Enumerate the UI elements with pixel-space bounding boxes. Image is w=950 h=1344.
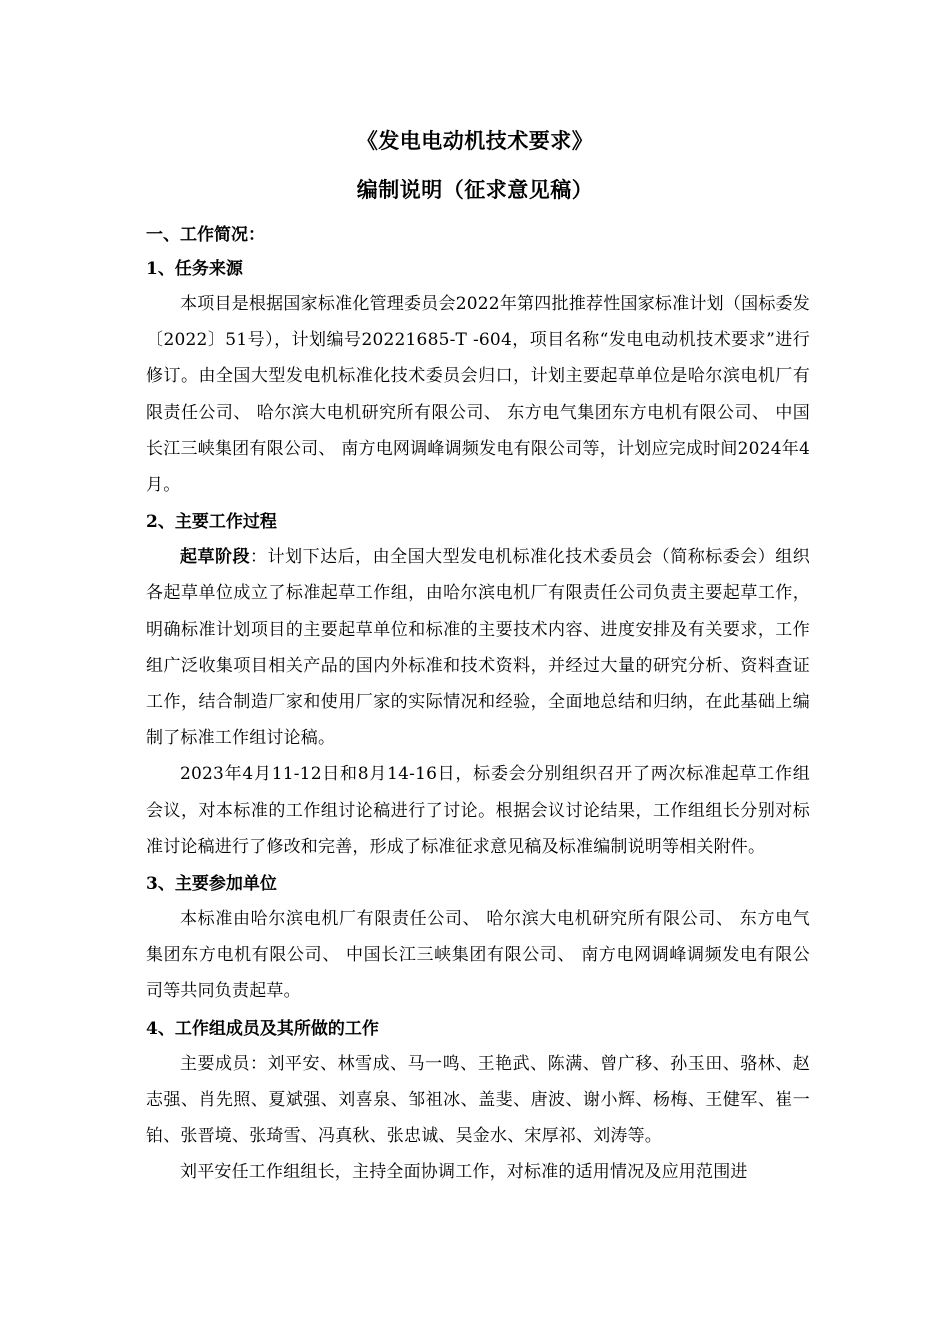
paragraph-drafting-stage (146, 539, 810, 756)
paragraph-members-list: 主要成员：刘平安、林雪成、马一鸣、王艳武、陈满、曾广移、孙玉田、骆林、赵志强、肖先照、夏斌强、刘喜泉、邹祖冰、盖斐、唐波、谢小辉、杨梅、王健军、崔一铂、张晋境、张琦雪、冯真秋、张忠诚、吴金水、宋厚祁、刘涛等。 (146, 1053, 810, 1147)
document-subtitle: 编制说明（征求意见稿） (356, 177, 594, 202)
paragraph-members-roles: 刘平安任工作组组长，主持全面协调工作，对标准的适用情况及应用范围进 (180, 1162, 748, 1183)
subsection-heading-members: 4、工作组成员及其所做的工作 (146, 1018, 379, 1039)
subsection-heading-work-process: 2、主要工作过程 (146, 512, 277, 533)
paragraph-participants: 本标准由哈尔滨电机厂有限责任公司、 哈尔滨大电机研究所有限公司、 东方电气集团东方电机有限公司、 中国长江三峡集团有限公司、 南方电网调峰调频发电有限公司等共同负责起草。 (146, 909, 810, 1002)
subsection-heading-task-source: 1、任务来源 (146, 259, 243, 279)
subsection-heading-participants: 3、主要参加单位 (146, 874, 277, 895)
paragraph-meetings: 2023年4月11-12日和8月14-16日，标委会分别组织召开了两次标准起草工作组会议，对本标准的工作组讨论稿进行了讨论。根据会议讨论结果，工作组组长分别对标准讨论稿进行了修改和完善，形成了标准征求意见稿及标准编制说明等相关附件。 (146, 764, 810, 857)
paragraph-task-source: 本项目是根据国家标准化管理委员会2022年第四批推荐性国家标准计划（国标委发〔2022〕51号），计划编号20221685-T -604，项目名称“发电电动机技术要求”进行修订。由全国大型发电机标准化技术委员会归口，计划主要起草单位是哈尔滨电机厂有限责任公司、 哈尔滨大电机研究所有限公司、 东方电气集团东方电机有限公司、 中国长江三峡集团有限公司、 南方电网调峰调频发电有限公司等，计划应完成时间2024年4月。 (146, 294, 810, 496)
document-body (146, 218, 810, 1190)
section-heading-1: 一、工作简况： (146, 225, 265, 245)
drafting-stage-text: ：计划下达后，由全国大型发电机标准化技术委员会（简称标委会）组织各起草单位成立了标准起草工作组，由哈尔滨电机厂有限责任公司负责主要起草工作，明确标准计划项目的主要起草单位和标准的主要技术内容、进度安排及有关要求，工作组广泛收集项目相关产品的国内外标准和技术资料，并经过大量的研究分析、资料查证工作，结合制造厂家和使用厂家的实际情况和经验，全面地总结和归纳，在此基础上编制了标准工作组讨论稿。 (146, 547, 810, 749)
drafting-stage-label: 起草阶段 (180, 547, 251, 568)
document-title: 《发电电动机技术要求》 (356, 128, 594, 153)
